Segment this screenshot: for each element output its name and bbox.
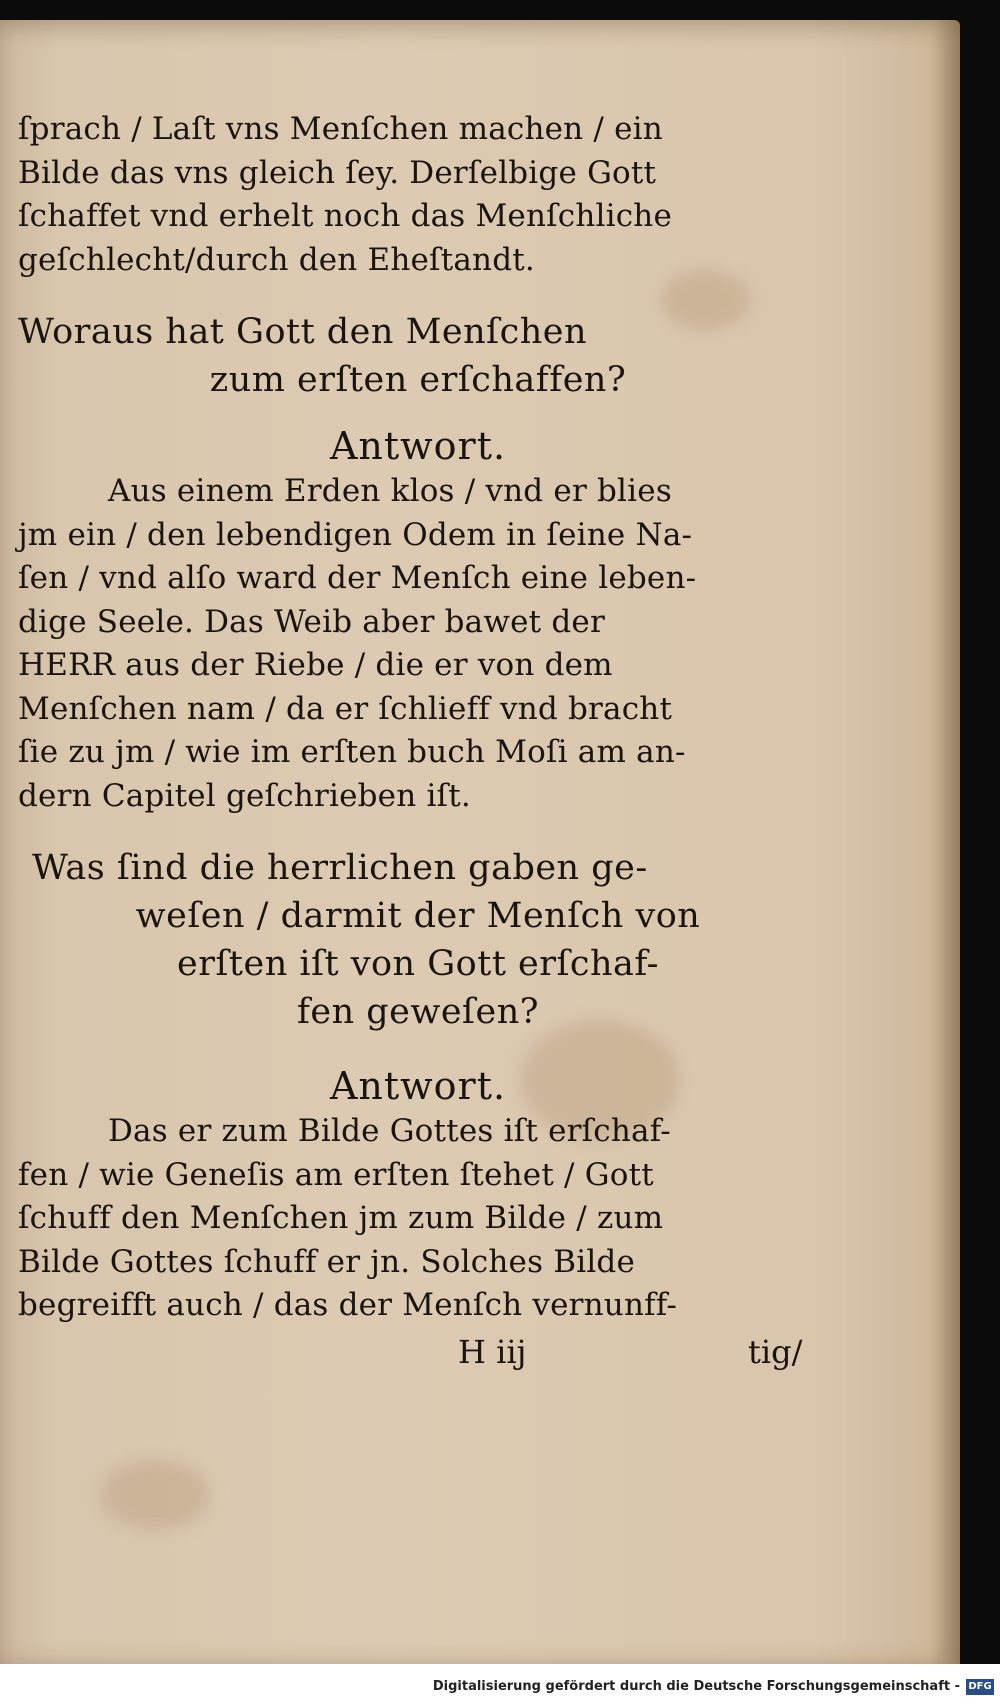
text-line: ſie zu jm / wie im erſten buch Moſi am an- [18,734,686,770]
text-line: jm ein / den lebendigen Odem in ſeine Na- [18,516,693,553]
book-page [0,20,960,1665]
text-line: dige Seele. Das Weib aber bawet der [18,603,605,640]
text-line: dern Capitel geſchrieben iſt. [18,777,471,814]
question-heading: weſen / darmit der Menſch von [135,896,701,936]
answer-label: Antwort. [329,1064,507,1108]
text-line: geſchlecht/durch den Eheſtandt. [18,241,535,278]
text-line: ſen / vnd alſo ward der Menſch eine leben- [18,560,697,596]
text-line: Bilde Gottes ſchuff er jn. Solches Bilde [18,1243,636,1280]
paper-stain [100,1460,210,1530]
catchword: tig/ [748,1332,803,1371]
question-heading: Woraus hat Gott den Menſchen [18,312,588,352]
text-line: Menſchen nam / da er ſchlieff vnd bracht [18,690,673,727]
text-line: Aus einem Erden klos / vnd er blies [108,473,672,509]
question-heading: fen geweſen? [296,992,540,1032]
digitization-footer [0,1664,1000,1704]
question-heading: Was ſind die herrlichen gaben ge- [32,848,648,888]
text-line: ſchaffet vnd erhelt noch das Menſchliche [18,198,673,234]
text-line: HERR aus der Riebe / die er von dem [18,647,613,683]
text-line: Bilde das vns gleich ſey. Derſelbige Gott [18,154,657,191]
funding-credit: Digitalisierung gefördert durch die Deutsche Forschungsgemeinschaft - [432,1679,960,1694]
text-line: fen / wie Geneſis am erſten ſtehet / Gott [18,1156,654,1193]
signature-mark: H iij [458,1332,527,1371]
page-footer-marks [18,1328,818,1376]
question-heading: zum erſten erſchaffen? [209,360,627,400]
dfg-logo: DFG [966,1679,994,1695]
text-line: ſprach / Laſt vns Menſchen machen / ein [18,111,663,147]
page-edge-shadow [930,20,960,1665]
text-line: begreifft auch / das der Menſch vernunff- [18,1287,678,1323]
question-heading: erſten iſt von Gott erſchaf- [177,944,659,984]
text-line: Das er zum Bilde Gottes iſt erſchaf- [108,1113,671,1149]
text-line: ſchuff den Menſchen jm zum Bilde / zum [18,1200,664,1236]
answer-label: Antwort. [329,424,507,468]
page-text [18,108,818,1376]
